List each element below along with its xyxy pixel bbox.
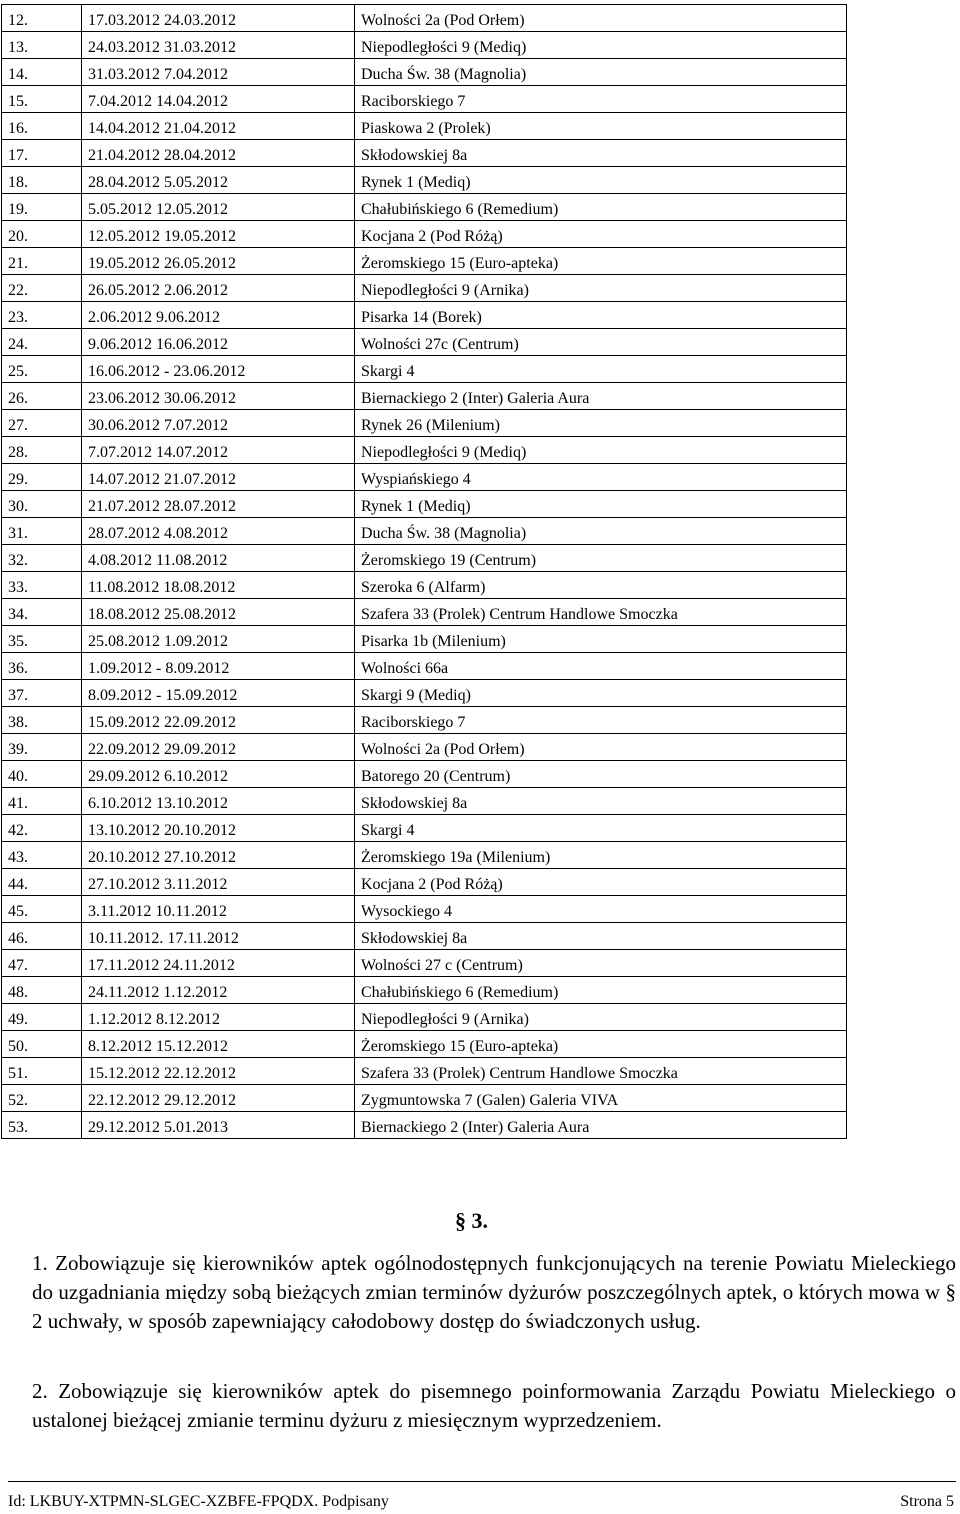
table-row	[2, 113, 847, 140]
period-cell: 14.04.2012 21.04.2012	[82, 113, 355, 140]
table-row	[2, 59, 847, 86]
footer-divider	[8, 1481, 956, 1482]
period-cell: 1.09.2012 - 8.09.2012	[82, 653, 355, 680]
pharmacy-address-cell: Szafera 33 (Prolek) Centrum Handlowe Smoczka	[355, 599, 847, 626]
pharmacy-address-cell: Pisarka 1b (Milenium)	[355, 626, 847, 653]
table-row	[2, 680, 847, 707]
pharmacy-address-cell: Skargi 9 (Mediq)	[355, 680, 847, 707]
pharmacy-address-cell: Kocjana 2 (Pod Różą)	[355, 869, 847, 896]
pharmacy-address-cell: Niepodległości 9 (Mediq)	[355, 32, 847, 59]
period-cell: 21.07.2012 28.07.2012	[82, 491, 355, 518]
row-number-cell: 16.	[2, 113, 82, 140]
period-cell: 7.07.2012 14.07.2012	[82, 437, 355, 464]
table-row	[2, 869, 847, 896]
period-cell: 27.10.2012 3.11.2012	[82, 869, 355, 896]
period-cell: 15.12.2012 22.12.2012	[82, 1058, 355, 1085]
period-cell: 7.04.2012 14.04.2012	[82, 86, 355, 113]
row-number-cell: 39.	[2, 734, 82, 761]
period-cell: 25.08.2012 1.09.2012	[82, 626, 355, 653]
row-number-cell: 32.	[2, 545, 82, 572]
section-heading: § 3.	[455, 1208, 488, 1233]
pharmacy-address-cell: Wolności 2a (Pod Orłem)	[355, 5, 847, 32]
table-row	[2, 788, 847, 815]
table-row	[2, 1085, 847, 1112]
row-number-cell: 22.	[2, 275, 82, 302]
table-row	[2, 167, 847, 194]
row-number-cell: 26.	[2, 383, 82, 410]
table-row	[2, 464, 847, 491]
row-number-cell: 34.	[2, 599, 82, 626]
period-cell: 22.09.2012 29.09.2012	[82, 734, 355, 761]
row-number-cell: 43.	[2, 842, 82, 869]
row-number-cell: 23.	[2, 302, 82, 329]
table-row	[2, 896, 847, 923]
row-number-cell: 52.	[2, 1085, 82, 1112]
row-number-cell: 24.	[2, 329, 82, 356]
pharmacy-address-cell: Chałubińskiego 6 (Remedium)	[355, 194, 847, 221]
period-cell: 28.07.2012 4.08.2012	[82, 518, 355, 545]
pharmacy-address-cell: Wyspiańskiego 4	[355, 464, 847, 491]
row-number-cell: 19.	[2, 194, 82, 221]
table-row	[2, 32, 847, 59]
period-cell: 17.03.2012 24.03.2012	[82, 5, 355, 32]
table-row	[2, 302, 847, 329]
period-cell: 24.03.2012 31.03.2012	[82, 32, 355, 59]
table-row	[2, 599, 847, 626]
table-row	[2, 815, 847, 842]
row-number-cell: 28.	[2, 437, 82, 464]
period-cell: 6.10.2012 13.10.2012	[82, 788, 355, 815]
pharmacy-address-cell: Skłodowskiej 8a	[355, 923, 847, 950]
row-number-cell: 25.	[2, 356, 82, 383]
row-number-cell: 44.	[2, 869, 82, 896]
table-row	[2, 923, 847, 950]
paragraph-text: Zobowiązuje się kierowników aptek ogólnodostępnych funkcjonujących na terenie Powiatu Mieleckiego do uzgadniania między sobą bieżących zmian terminów dyżurów poszczególnych aptek, o których mowa w § 2 uchwały, w sposób zapewniający całodobowy dostęp do świadczonych usług.	[32, 1251, 956, 1333]
row-number-cell: 17.	[2, 140, 82, 167]
pharmacy-address-cell: Raciborskiego 7	[355, 86, 847, 113]
row-number-cell: 51.	[2, 1058, 82, 1085]
table-row	[2, 248, 847, 275]
pharmacy-address-cell: Zygmuntowska 7 (Galen) Galeria VIVA	[355, 1085, 847, 1112]
pharmacy-address-cell: Piaskowa 2 (Prolek)	[355, 113, 847, 140]
period-cell: 24.11.2012 1.12.2012	[82, 977, 355, 1004]
table-row	[2, 545, 847, 572]
period-cell: 20.10.2012 27.10.2012	[82, 842, 355, 869]
pharmacy-address-cell: Skargi 4	[355, 356, 847, 383]
paragraph-number: 2.	[32, 1379, 48, 1403]
period-cell: 17.11.2012 24.11.2012	[82, 950, 355, 977]
pharmacy-address-cell: Niepodległości 9 (Mediq)	[355, 437, 847, 464]
table-row	[2, 950, 847, 977]
table-row	[2, 1004, 847, 1031]
table-row	[2, 977, 847, 1004]
table-row	[2, 140, 847, 167]
footer-document-id: Id: LKBUY-XTPMN-SLGEC-XZBFE-FPQDX. Podpisany	[8, 1493, 389, 1510]
pharmacy-address-cell: Chałubińskiego 6 (Remedium)	[355, 977, 847, 1004]
pharmacy-address-cell: Pisarka 14 (Borek)	[355, 302, 847, 329]
paragraph-1	[32, 1249, 956, 1336]
table-row	[2, 86, 847, 113]
period-cell: 31.03.2012 7.04.2012	[82, 59, 355, 86]
period-cell: 28.04.2012 5.05.2012	[82, 167, 355, 194]
table-row	[2, 1031, 847, 1058]
pharmacy-address-cell: Żeromskiego 19a (Milenium)	[355, 842, 847, 869]
table-row	[2, 194, 847, 221]
pharmacy-address-cell: Żeromskiego 15 (Euro-apteka)	[355, 248, 847, 275]
row-number-cell: 18.	[2, 167, 82, 194]
table-row	[2, 410, 847, 437]
paragraph-2	[32, 1377, 956, 1435]
period-cell: 29.12.2012 5.01.2013	[82, 1112, 355, 1139]
table-row	[2, 1112, 847, 1139]
period-cell: 8.12.2012 15.12.2012	[82, 1031, 355, 1058]
table-row	[2, 221, 847, 248]
period-cell: 8.09.2012 - 15.09.2012	[82, 680, 355, 707]
row-number-cell: 20.	[2, 221, 82, 248]
pharmacy-address-cell: Rynek 1 (Mediq)	[355, 491, 847, 518]
period-cell: 11.08.2012 18.08.2012	[82, 572, 355, 599]
period-cell: 9.06.2012 16.06.2012	[82, 329, 355, 356]
period-cell: 10.11.2012. 17.11.2012	[82, 923, 355, 950]
row-number-cell: 13.	[2, 32, 82, 59]
period-cell: 12.05.2012 19.05.2012	[82, 221, 355, 248]
period-cell: 19.05.2012 26.05.2012	[82, 248, 355, 275]
pharmacy-address-cell: Skłodowskiej 8a	[355, 788, 847, 815]
period-cell: 30.06.2012 7.07.2012	[82, 410, 355, 437]
row-number-cell: 47.	[2, 950, 82, 977]
table-row	[2, 1058, 847, 1085]
pharmacy-address-cell: Wolności 27c (Centrum)	[355, 329, 847, 356]
pharmacy-address-cell: Biernackiego 2 (Inter) Galeria Aura	[355, 383, 847, 410]
table-row	[2, 329, 847, 356]
pharmacy-address-cell: Skargi 4	[355, 815, 847, 842]
row-number-cell: 53.	[2, 1112, 82, 1139]
row-number-cell: 45.	[2, 896, 82, 923]
row-number-cell: 41.	[2, 788, 82, 815]
table-row	[2, 734, 847, 761]
row-number-cell: 31.	[2, 518, 82, 545]
row-number-cell: 15.	[2, 86, 82, 113]
period-cell: 23.06.2012 30.06.2012	[82, 383, 355, 410]
period-cell: 16.06.2012 - 23.06.2012	[82, 356, 355, 383]
pharmacy-address-cell: Rynek 26 (Milenium)	[355, 410, 847, 437]
row-number-cell: 38.	[2, 707, 82, 734]
period-cell: 14.07.2012 21.07.2012	[82, 464, 355, 491]
row-number-cell: 36.	[2, 653, 82, 680]
pharmacy-address-cell: Skłodowskiej 8a	[355, 140, 847, 167]
row-number-cell: 12.	[2, 5, 82, 32]
table-row	[2, 383, 847, 410]
row-number-cell: 14.	[2, 59, 82, 86]
pharmacy-address-cell: Rynek 1 (Mediq)	[355, 167, 847, 194]
pharmacy-address-cell: Raciborskiego 7	[355, 707, 847, 734]
pharmacy-address-cell: Batorego 20 (Centrum)	[355, 761, 847, 788]
row-number-cell: 49.	[2, 1004, 82, 1031]
table-row	[2, 437, 847, 464]
pharmacy-address-cell: Ducha Św. 38 (Magnolia)	[355, 518, 847, 545]
period-cell: 4.08.2012 11.08.2012	[82, 545, 355, 572]
row-number-cell: 27.	[2, 410, 82, 437]
table-row	[2, 626, 847, 653]
period-cell: 22.12.2012 29.12.2012	[82, 1085, 355, 1112]
pharmacy-address-cell: Żeromskiego 19 (Centrum)	[355, 545, 847, 572]
table-row	[2, 842, 847, 869]
pharmacy-address-cell: Wolności 27 c (Centrum)	[355, 950, 847, 977]
row-number-cell: 50.	[2, 1031, 82, 1058]
paragraph-text: Zobowiązuje się kierowników aptek do pisemnego poinformowania Zarządu Powiatu Mieleckiego o ustalonej bieżącej zmianie terminu dyżuru z miesięcznym wyprzedzeniem.	[32, 1379, 956, 1432]
pharmacy-address-cell: Niepodległości 9 (Arnika)	[355, 1004, 847, 1031]
footer-page-number: Strona 5	[900, 1493, 954, 1510]
row-number-cell: 29.	[2, 464, 82, 491]
pharmacy-address-cell: Niepodległości 9 (Arnika)	[355, 275, 847, 302]
table-row	[2, 491, 847, 518]
pharmacy-address-cell: Biernackiego 2 (Inter) Galeria Aura	[355, 1112, 847, 1139]
row-number-cell: 37.	[2, 680, 82, 707]
table-row	[2, 572, 847, 599]
table-row	[2, 275, 847, 302]
pharmacy-address-cell: Wolności 2a (Pod Orłem)	[355, 734, 847, 761]
table-row	[2, 518, 847, 545]
pharmacy-address-cell: Wolności 66a	[355, 653, 847, 680]
row-number-cell: 33.	[2, 572, 82, 599]
period-cell: 2.06.2012 9.06.2012	[82, 302, 355, 329]
pharmacy-address-cell: Szafera 33 (Prolek) Centrum Handlowe Smoczka	[355, 1058, 847, 1085]
row-number-cell: 21.	[2, 248, 82, 275]
pharmacy-duty-table	[1, 4, 847, 1139]
row-number-cell: 40.	[2, 761, 82, 788]
period-cell: 21.04.2012 28.04.2012	[82, 140, 355, 167]
duty-table-body	[2, 5, 847, 1139]
period-cell: 5.05.2012 12.05.2012	[82, 194, 355, 221]
table-row	[2, 761, 847, 788]
table-row	[2, 356, 847, 383]
period-cell: 3.11.2012 10.11.2012	[82, 896, 355, 923]
table-row	[2, 707, 847, 734]
pharmacy-address-cell: Wysockiego 4	[355, 896, 847, 923]
paragraph-number: 1.	[32, 1251, 48, 1275]
pharmacy-address-cell: Żeromskiego 15 (Euro-apteka)	[355, 1031, 847, 1058]
period-cell: 18.08.2012 25.08.2012	[82, 599, 355, 626]
table-row	[2, 5, 847, 32]
pharmacy-address-cell: Ducha Św. 38 (Magnolia)	[355, 59, 847, 86]
period-cell: 1.12.2012 8.12.2012	[82, 1004, 355, 1031]
period-cell: 13.10.2012 20.10.2012	[82, 815, 355, 842]
period-cell: 15.09.2012 22.09.2012	[82, 707, 355, 734]
row-number-cell: 42.	[2, 815, 82, 842]
row-number-cell: 46.	[2, 923, 82, 950]
row-number-cell: 48.	[2, 977, 82, 1004]
period-cell: 29.09.2012 6.10.2012	[82, 761, 355, 788]
row-number-cell: 35.	[2, 626, 82, 653]
pharmacy-address-cell: Szeroka 6 (Alfarm)	[355, 572, 847, 599]
period-cell: 26.05.2012 2.06.2012	[82, 275, 355, 302]
pharmacy-address-cell: Kocjana 2 (Pod Różą)	[355, 221, 847, 248]
table-row	[2, 653, 847, 680]
row-number-cell: 30.	[2, 491, 82, 518]
